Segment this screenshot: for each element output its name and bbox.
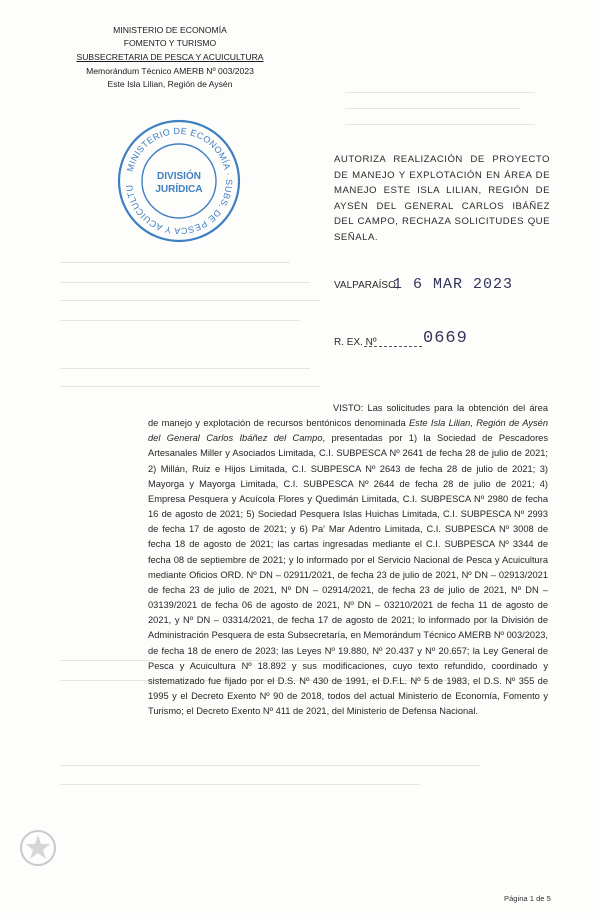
memo-reference: Memorándum Técnico AMERB Nº 003/2023 — [86, 65, 254, 76]
stamp-ring-text: MINISTERIO DE ECONOMÍA · SUBS. DE PESCA Y ACUICULTU — [124, 125, 235, 237]
stamp-seal-icon — [116, 118, 242, 244]
bleed-stroke — [60, 368, 310, 369]
bleed-stroke — [345, 124, 535, 125]
bleed-stroke — [345, 108, 520, 109]
bleed-stroke — [345, 92, 535, 93]
resolution-label: R. EX. Nº — [334, 337, 377, 348]
bleed-stroke — [60, 320, 300, 321]
ministry-name: MINISTERIO DE ECONOMÍA — [113, 25, 227, 35]
date-stamp: 1 6 MAR 2023 — [393, 276, 514, 293]
division-stamp — [116, 118, 242, 244]
resolution-number-line — [364, 346, 422, 347]
undersecretary-name: SUBSECRETARIA DE PESCA Y ACUICULTURA — [76, 51, 264, 62]
ministry-subtitle: FOMENTO Y TURISMO — [123, 38, 217, 49]
letterhead — [70, 24, 270, 91]
visto-text-part1: Las solicitudes para la obtención del área de manejo y explotación de recursos bentónicos denominada — [148, 403, 548, 429]
page-number: Página 1 de 5 — [504, 894, 551, 903]
government-seal-icon — [18, 828, 58, 868]
visto-text-part2: , presentadas por 1) la Sociedad de Pescadores Artesanales Miller y Asociados Limitada, C.I. SUBPESCA Nº 2641 de fecha 28 de julio de 2021; 2) Millán, Ruiz e Hijos Limitada, C.I. SUBPESCA Nº 2643 de fecha 28 de julio de 2021; 3) Mayorga y Mayorga Limitada, C.I. SUBPESCA Nº 2644 de fecha 28 de julio de 2021; 4) Empresa Pesquera y Acuícola Flores y Quedimán Limitada, C.I. SUBPESCA Nº 2980 de fecha 16 de agosto de 2021; 5) Sociedad Pesquera Islas Huichas Limitada, C.I. SUBPESCA Nº 2993 de fecha 17 de agosto de 2021; y 6) Pa' Mar Adentro Limitada, C.I. SUBPESCA Nº 3008 de fecha 18 de agosto de 2021; las cartas ingresadas mediante el C.I. SUBPESCA Nº 3344 de fecha 08 de septiembre de 2021; y lo informado por el Servicio Nacional de Pesca y Acuicultura mediante Oficios ORD. Nº DN – 02911/2021, de fecha 23 de julio de 2021, Nº DN – 02913/2021 de fecha 23 de julio de 2021, Nº DN – 02914/2021, de fecha 23 de julio de 2021, Nº DN – 03139/2021 de fecha 06 de agosto de 2021, Nº DN – 03210/2021 de fecha 11 de agosto de 2021, y Nº DN – 03314/2021, de fecha 17 de agosto de 2021; lo informado por la División de Administración Pesquera de esta Subsecretaría, en Memorándum Técnico AMERB Nº 003/2023, de fecha 18 de enero de 2023; las Leyes Nº 19.880, Nº 20.437 y Nº 20.657; la Ley General de Pesca y Acuicultura Nº 18.892 y sus modificaciones, cuyo texto refundido, coordinado y sistematizado fue fijado por el D.S. Nº 430 de 1991, el D.F.L. Nº 5 de 1983, el D.S. Nº 355 de 1995 y el Decreto Exento Nº 90 de 2018, todos del actual Ministerio de Economía, Fomento y Turismo; el Decreto Exento Nº 411 de 2021, del Ministerio de Defensa Nacional. — [148, 433, 548, 717]
bleed-stroke — [60, 784, 420, 785]
stamp-center-line2: JURÍDICA — [155, 184, 203, 195]
bleed-stroke — [60, 282, 310, 283]
bleed-stroke — [60, 765, 480, 766]
visto-heading: VISTO: — [333, 403, 364, 413]
area-reference: Este Isla Lilian, Región de Aysén — [107, 79, 233, 90]
bleed-stroke — [60, 262, 290, 263]
bleed-stroke — [60, 300, 320, 301]
stamp-center-line1: DIVISIÓN — [157, 171, 201, 182]
resolution-subject: AUTORIZA REALIZACIÓN DE PROYECTO DE MANEJO Y EXPLOTACIÓN EN ÁREA DE MANEJO ESTE ISLA LILIAN, REGIÓN DE AYSÉN DEL GENERAL CARLOS IBÁÑEZ DEL CAMPO, RECHAZA SOLICITUDES QUE SEÑALA. — [334, 154, 550, 243]
place-label: VALPARAÍSO, — [334, 280, 399, 291]
bleed-stroke — [60, 386, 320, 387]
visto-paragraph — [148, 401, 548, 719]
visto-area-name: Este Isla Lilian, Región de Aysén del General Carlos Ibáñez del Campo — [148, 418, 548, 444]
resolution-number: 0669 — [423, 329, 468, 348]
